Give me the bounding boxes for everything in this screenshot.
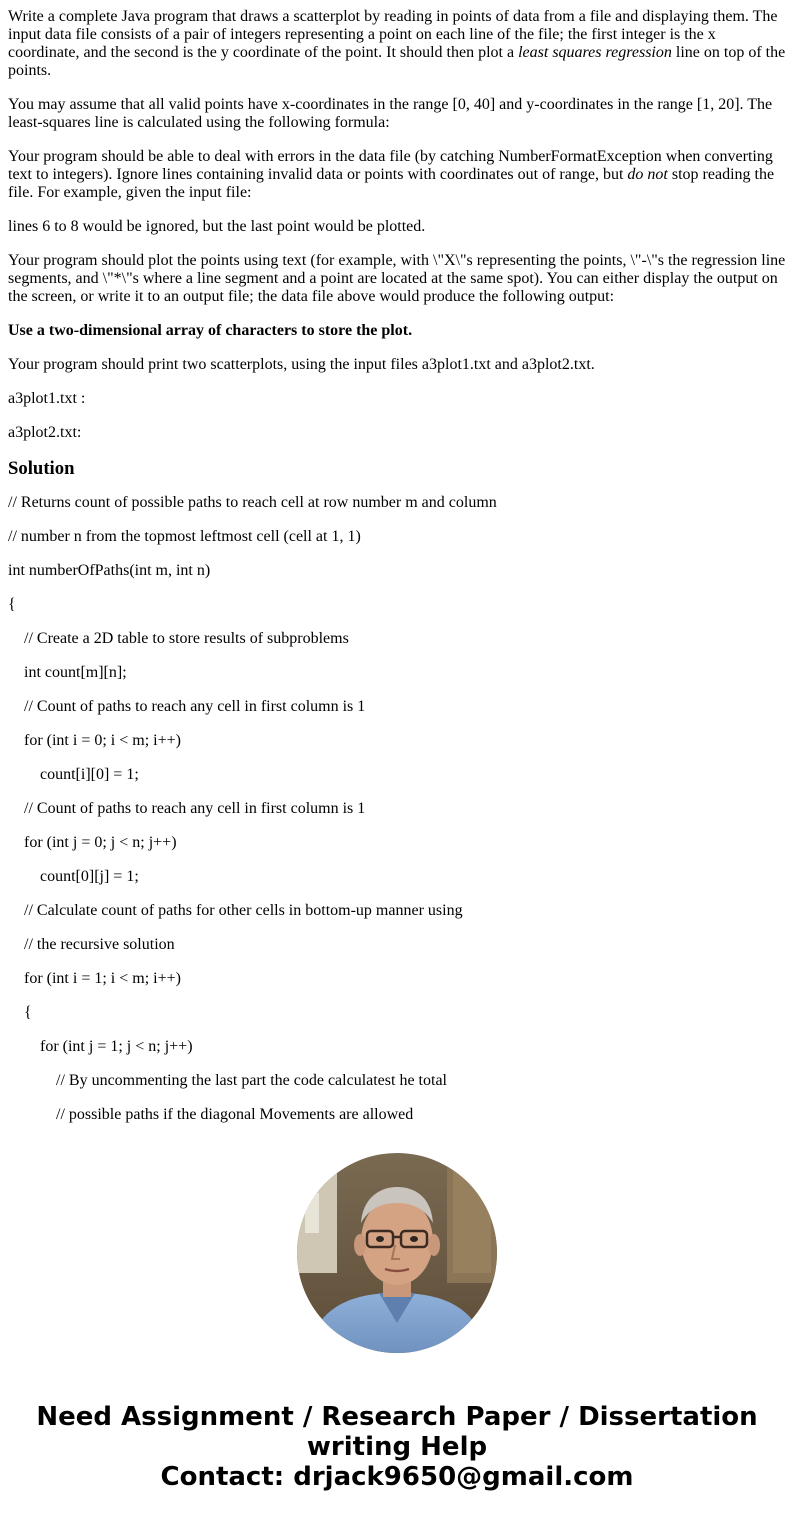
question-paragraph-6: Use a two-dimensional array of characters to store the plot. xyxy=(8,322,413,339)
question-paragraph-2: You may assume that all valid points have x-coordinates in the range [0, 40] and y-coordinates in the range [1, 20]. The least-squares line is calculated using the following formula: xyxy=(8,96,773,131)
banner-line-2: writing Help xyxy=(306,1432,488,1462)
banner-contact-line: Contact: drjack9650@gmail.com xyxy=(160,1462,634,1492)
code-line: count[i][0] = 1; xyxy=(40,766,139,783)
banner-line-1: Need Assignment / Research Paper / Dissertation xyxy=(36,1402,758,1432)
author-avatar xyxy=(297,1153,497,1353)
input-file-label-1: a3plot1.txt : xyxy=(8,390,86,407)
question-paragraph-7: Your program should print two scatterplots, using the input files a3plot1.txt and a3plot2.txt. xyxy=(8,356,595,373)
code-line: // By uncommenting the last part the code calculatest he total xyxy=(56,1072,447,1089)
code-line: // possible paths if the diagonal Movements are allowed xyxy=(56,1106,414,1123)
code-line: for (int j = 0; j < n; j++) xyxy=(24,834,177,851)
code-line: count[0][j] = 1; xyxy=(40,868,139,885)
code-line: { xyxy=(8,596,16,613)
code-line: // Count of paths to reach any cell in first column is 1 xyxy=(24,698,366,715)
code-line: // the recursive solution xyxy=(24,936,175,953)
document-content xyxy=(8,0,786,1123)
code-line: int count[m][n]; xyxy=(24,664,127,681)
code-line: // number n from the topmost leftmost cell (cell at 1, 1) xyxy=(8,528,361,545)
code-line: // Calculate count of paths for other cells in bottom-up manner using xyxy=(24,902,463,919)
input-file-label-2: a3plot2.txt: xyxy=(8,424,82,441)
code-line: // Count of paths to reach any cell in first column is 1 xyxy=(24,800,366,817)
question-paragraph-3: Your program should be able to deal with errors in the data file (by catching NumberFormatException when converting text to integers). Ignore lines containing invalid data or points with coordinates out of range, but do not stop reading the file. For example, given the input file: xyxy=(8,148,775,201)
code-line: // Create a 2D table to store results of subproblems xyxy=(24,630,349,647)
code-line: for (int i = 1; i < m; i++) xyxy=(24,970,181,987)
code-line: for (int i = 0; i < m; i++) xyxy=(24,732,181,749)
code-line: int numberOfPaths(int m, int n) xyxy=(8,562,211,579)
question-paragraph-1: Write a complete Java program that draws a scatterplot by reading in points of data from a file and displaying them. The input data file consists of a pair of integers representing a point on each line of the file; the first integer is the x coordinate, and the second is the y coordinate of the point. It should then plot a least squares regression line on top of the points. xyxy=(8,8,786,79)
question-paragraph-5: Your program should plot the points using text (for example, with \"X\"s representing the points, \"-\"s the regression line segments, and \"*\"s where a line segment and a point are located at the same spot). You can either display the output on the screen, or write it to an output file; the data file above would produce the following output: xyxy=(8,252,786,305)
question-paragraph-4: lines 6 to 8 would be ignored, but the last point would be plotted. xyxy=(8,218,426,235)
code-line: { xyxy=(24,1004,32,1021)
solution-heading: Solution xyxy=(8,458,75,479)
contact-banner xyxy=(0,1402,794,1492)
code-line: // Returns count of possible paths to reach cell at row number m and column xyxy=(8,494,497,511)
code-line: for (int j = 1; j < n; j++) xyxy=(40,1038,193,1055)
avatar-portrait-icon xyxy=(297,1153,497,1353)
